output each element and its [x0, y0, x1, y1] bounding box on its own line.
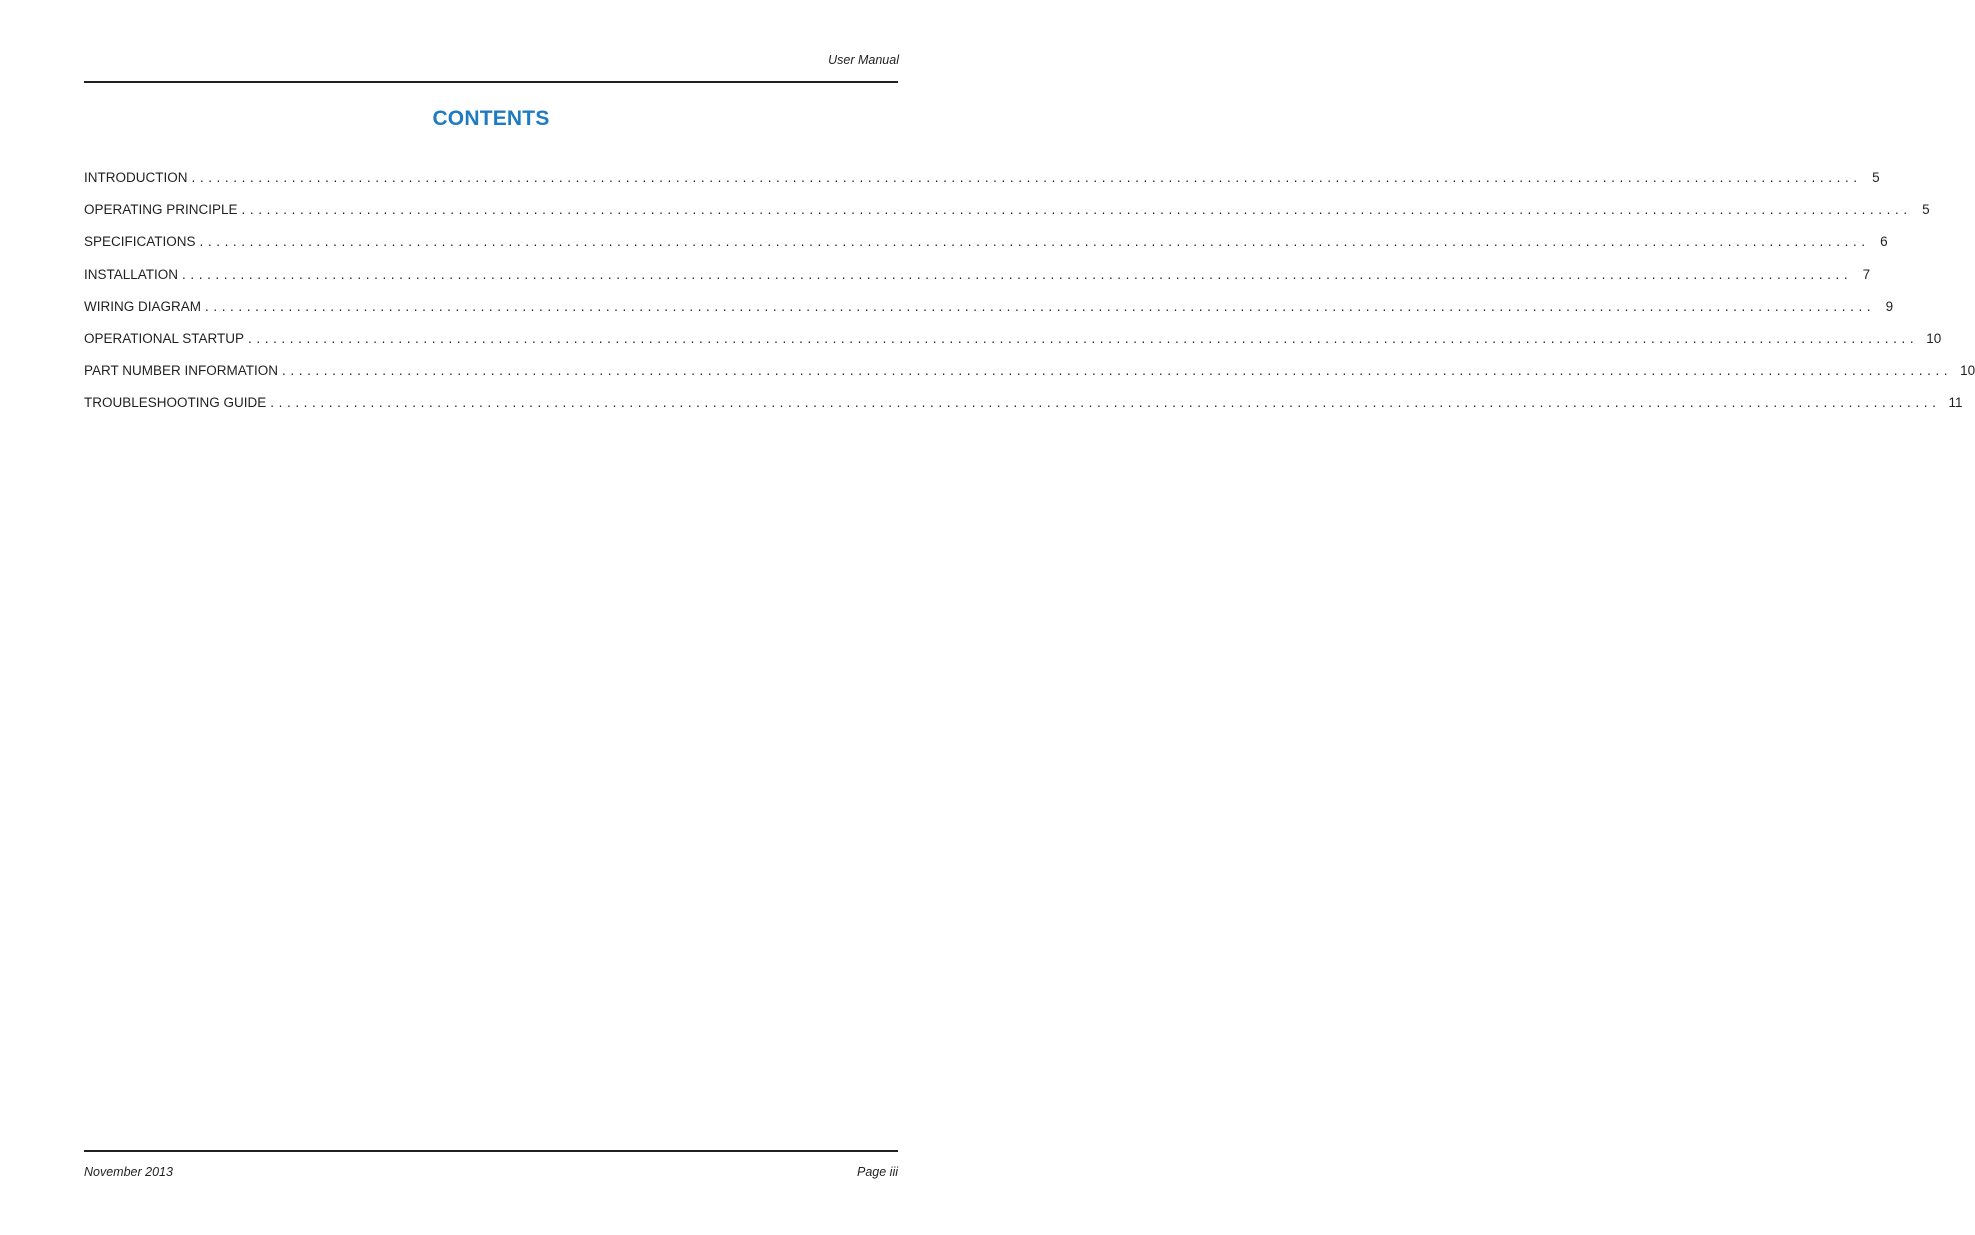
toc-entry-label: OPERATING PRINCIPLE: [84, 202, 238, 218]
toc-entry-page: 10: [1960, 363, 1975, 379]
toc-leader-dots: ........................................................................................................................................................................................................: [241, 202, 1912, 218]
header-rule: [84, 81, 898, 83]
footer-date: November 2013: [84, 1165, 173, 1179]
toc-leader-dots: ........................................................................................................................................................................................................: [270, 395, 1941, 411]
toc-entry-page: 6: [1880, 234, 1888, 250]
toc-leader-dots: ........................................................................................................................................................................................................: [205, 298, 1876, 314]
toc-entry-operating-principle[interactable]: [84, 202, 1930, 234]
toc-entry-page: 11: [1948, 395, 1963, 411]
toc-entry-troubleshooting-guide[interactable]: [84, 395, 1963, 427]
toc-entry-label: PART NUMBER INFORMATION: [84, 363, 279, 379]
toc-entry-page: 7: [1862, 266, 1871, 282]
toc-entry-label: WIRING DIAGRAM: [84, 298, 201, 314]
toc-entry-label: INSTALLATION: [84, 266, 179, 282]
toc-entry-page: 5: [1922, 202, 1930, 218]
running-header: User Manual: [828, 53, 899, 67]
toc-entry-specifications[interactable]: [84, 234, 1888, 266]
toc-leader-dots: ........................................................................................................................................................................................................: [248, 330, 1919, 346]
toc-entry-part-number-information[interactable]: [84, 363, 1975, 395]
toc-entry-label: TROUBLESHOOTING GUIDE: [84, 395, 267, 411]
toc-entry-installation[interactable]: [84, 266, 1871, 299]
toc-entry-page: 10: [1926, 330, 1942, 346]
table-of-contents: [84, 170, 1975, 428]
footer-rule: [84, 1150, 898, 1152]
toc-leader-dots: ........................................................................................................................................................................................................: [282, 363, 1953, 379]
page-title: CONTENTS: [432, 107, 550, 130]
toc-entry-label: OPERATIONAL STARTUP: [84, 330, 245, 346]
toc-entry-page: 5: [1872, 170, 1880, 185]
footer-page-number: Page iii: [857, 1165, 898, 1179]
toc-leader-dots: ........................................................................................................................................................................................................: [199, 234, 1870, 250]
toc-entry-label: INTRODUCTION: [84, 170, 188, 185]
toc-leader-dots: ........................................................................................................................................................................................................: [182, 266, 1853, 282]
toc-entry-label: SPECIFICATIONS: [84, 234, 196, 250]
toc-entry-operational-startup[interactable]: [84, 330, 1942, 363]
toc-entry-page: 9: [1885, 298, 1894, 314]
toc-leader-dots: ........................................................................................................................................................................................................: [191, 170, 1862, 185]
toc-entry-introduction[interactable]: [84, 170, 1880, 202]
toc-entry-wiring-diagram[interactable]: [84, 298, 1894, 331]
